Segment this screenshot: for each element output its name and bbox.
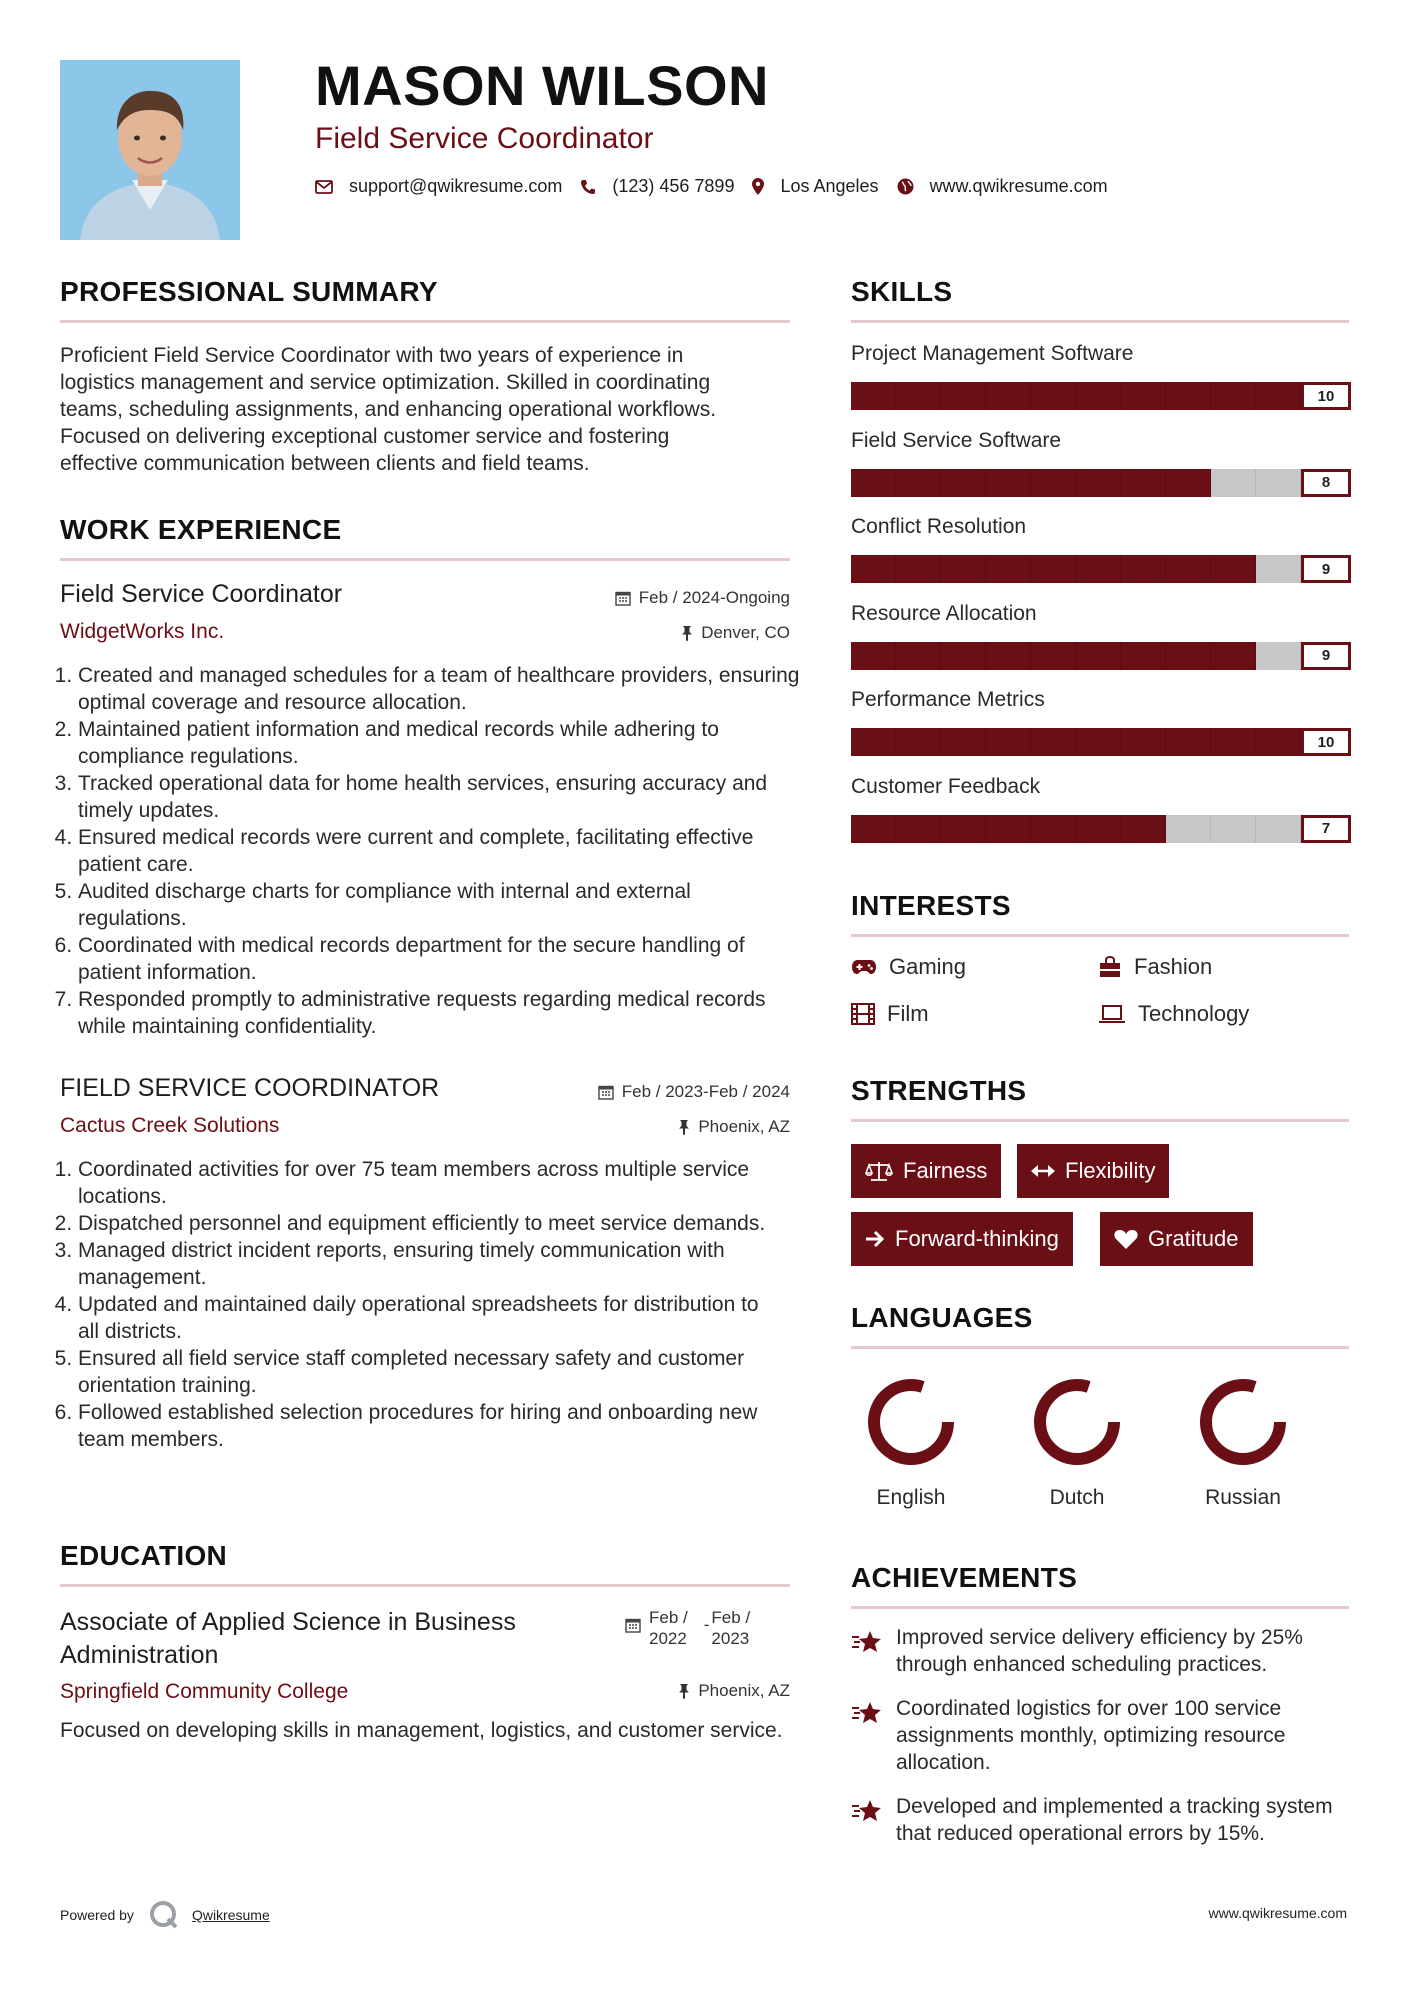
job-location (678, 1117, 790, 1137)
skill-segment (986, 555, 1031, 583)
skill-segment (896, 642, 941, 670)
skill-label: Customer Feedback (851, 774, 1041, 798)
calendar-icon (615, 590, 631, 606)
summary-line: Focused on delivering exceptional customer service and fostering (60, 425, 670, 448)
interests-heading: INTERESTS (851, 890, 1011, 921)
job-title: FIELD SERVICE COORDINATOR (60, 1074, 440, 1102)
footer-powered-by (60, 1899, 270, 1931)
skill-bar (851, 382, 1351, 410)
skill-segment (986, 815, 1031, 843)
pin-icon (681, 625, 693, 641)
language-name: English (876, 1486, 946, 1509)
duty-item: 3. Tracked operational data for home health services, ensuring accuracy and timely updates. (78, 770, 800, 824)
duty-item: 2. Maintained patient information and medical records while adhering to compliance regulations. (78, 716, 800, 770)
duty-item: 6. Coordinated with medical records department for the secure handling of patient information. (78, 932, 800, 986)
date-part: 2023 (711, 1629, 750, 1648)
skill-segment (941, 728, 986, 756)
skill-level: 8 (1301, 469, 1351, 497)
job-date-text: Feb / 2024-Ongoing (638, 588, 790, 607)
skill-segment (851, 382, 896, 410)
summary-line: Proficient Field Service Coordinator with two years of experience in (60, 344, 684, 367)
skill-bar (851, 469, 1351, 497)
skill-segment (896, 815, 941, 843)
interest-label: Film (887, 1001, 929, 1026)
skill-segment (1166, 642, 1211, 670)
company-name: Cactus Creek Solutions (60, 1114, 280, 1137)
summary-line: logistics management and service optimization. Skilled in coordinating (60, 371, 711, 394)
education-date (625, 1607, 750, 1649)
arrow-right-icon (865, 1230, 885, 1248)
skill-bar (851, 642, 1351, 670)
skill-label: Performance Metrics (851, 688, 1045, 711)
skill-segment (1166, 815, 1211, 843)
language-item (851, 1372, 971, 1510)
duty-item: 4. Ensured medical records were current and complete, facilitating effective patient care. (78, 824, 800, 878)
skill-segment (851, 555, 896, 583)
skill-segment (941, 382, 986, 410)
duty-item: 4. Updated and maintained daily operational spreadsheets for distribution to all districts. (78, 1291, 780, 1345)
qwikresume-logo-icon (148, 1899, 180, 1931)
contact-email[interactable] (315, 176, 562, 197)
job-duties (60, 662, 800, 1040)
skill-segment (1211, 469, 1256, 497)
skill-segment (941, 642, 986, 670)
language-name: Dutch (1049, 1486, 1105, 1509)
achievements-heading: ACHIEVEMENTS (851, 1562, 1078, 1593)
candidate-title: Field Service Coordinator (315, 122, 654, 155)
language-name: Russian (1205, 1486, 1281, 1509)
website-text: www.qwikresume.com (929, 176, 1108, 196)
trophy-star-icon (851, 1798, 883, 1829)
skill-segment (1211, 642, 1256, 670)
laptop-icon (1098, 1004, 1126, 1024)
skill-segment (896, 555, 941, 583)
degree-line: Associate of Applied Science in Business (60, 1608, 516, 1636)
achievement-item: Coordinated logistics for over 100 service assignments monthly, optimizing resource allocation. (896, 1697, 1286, 1774)
job-date (598, 1082, 790, 1102)
interest-film (851, 1001, 929, 1027)
skill-segment (986, 642, 1031, 670)
calendar-icon (625, 1617, 641, 1633)
skill-segment (851, 642, 896, 670)
summary-text (60, 342, 800, 477)
achievement-item: Developed and implemented a tracking system that reduced operational errors by 15%. (896, 1795, 1333, 1845)
skill-level: 7 (1301, 815, 1351, 843)
experience-heading: WORK EXPERIENCE (60, 514, 342, 545)
skill-segment (1211, 815, 1256, 843)
duty-item: 6. Followed established selection procedures for hiring and onboarding new team members. (78, 1399, 780, 1453)
skill-segment (1211, 555, 1256, 583)
location-text: Los Angeles (780, 176, 879, 196)
skill-label: Project Management Software (851, 342, 1134, 365)
skill-segment (1031, 642, 1076, 670)
skill-segment (1076, 555, 1121, 583)
skill-segment (1256, 815, 1301, 843)
job-duties (60, 1156, 780, 1453)
skill-level: 10 (1301, 728, 1351, 756)
skills-rule (851, 320, 1349, 323)
heart-icon (1114, 1229, 1138, 1249)
skill-segment (1031, 382, 1076, 410)
degree-title (60, 1606, 620, 1672)
job-date-text: Feb / 2023-Feb / 2024 (621, 1082, 790, 1101)
duty-item: 5. Ensured all field service staff completed necessary safety and customer orientation training. (78, 1345, 780, 1399)
film-icon (851, 1003, 875, 1025)
interest-label: Gaming (889, 954, 967, 979)
phone-icon (580, 179, 596, 195)
skill-segment (1121, 382, 1166, 410)
contact-location (752, 176, 878, 197)
job-title: Field Service Coordinator (60, 580, 343, 608)
languages-rule (851, 1346, 1349, 1349)
strength-chip (851, 1144, 1001, 1198)
language-item (1183, 1372, 1303, 1510)
education-date-end (711, 1607, 750, 1649)
skill-segment (941, 555, 986, 583)
date-part: 2022 (649, 1629, 687, 1648)
brand-link[interactable]: Qwikresume (191, 1907, 270, 1923)
duty-item: 1. Coordinated activities for over 75 team members across multiple service locations. (78, 1156, 780, 1210)
date-dash: - (703, 1615, 710, 1634)
skill-segment (896, 469, 941, 497)
trophy-star-icon (851, 1629, 883, 1660)
skill-segment (1121, 469, 1166, 497)
skill-segment (1256, 382, 1301, 410)
skill-label: Resource Allocation (851, 601, 1037, 625)
skill-segment (986, 469, 1031, 497)
languages-heading: LANGUAGES (851, 1302, 1033, 1333)
skill-segment (986, 382, 1031, 410)
skill-segment (1031, 728, 1076, 756)
education-description: Focused on developing skills in management, logistics, and customer service. (60, 1719, 783, 1742)
duty-item: 1. Created and managed schedules for a team of healthcare providers, ensuring optimal coverage and resource allocation. (78, 662, 800, 716)
gamepad-icon (851, 959, 877, 975)
strength-chip (851, 1212, 1073, 1266)
job-location (681, 623, 790, 643)
skills-heading: SKILLS (851, 276, 953, 307)
skill-segment (1121, 555, 1166, 583)
skill-segment (1031, 555, 1076, 583)
skill-segment (851, 469, 896, 497)
skill-segment (1256, 728, 1301, 756)
pin-icon (678, 1683, 690, 1699)
balance-scale-icon (865, 1160, 893, 1182)
skill-segment (1031, 469, 1076, 497)
email-text: support@qwikresume.com (349, 176, 563, 196)
duty-item: 2. Dispatched personnel and equipment efficiently to meet service demands. (78, 1210, 780, 1237)
interest-fashion (1098, 954, 1212, 980)
powered-by-text: Powered by (60, 1907, 134, 1923)
language-gauge (861, 1372, 961, 1472)
contact-phone[interactable] (580, 176, 734, 197)
skill-segment (1166, 382, 1211, 410)
language-gauge (1027, 1372, 1127, 1472)
school-name: Springfield Community College (60, 1680, 349, 1703)
arrows-horizontal-icon (1031, 1164, 1055, 1178)
skill-segment (1076, 728, 1121, 756)
skill-segment (1076, 382, 1121, 410)
skill-segment (1211, 728, 1256, 756)
strength-chip (1100, 1212, 1253, 1266)
footer-website[interactable]: www.qwikresume.com (1208, 1905, 1347, 1921)
summary-heading: PROFESSIONAL SUMMARY (60, 276, 438, 307)
skill-segment (851, 728, 896, 756)
skill-label: Conflict Resolution (851, 515, 1027, 538)
skill-segment (1121, 728, 1166, 756)
strengths-heading: STRENGTHS (851, 1075, 1027, 1106)
language-level-arc (1206, 1385, 1280, 1459)
skill-label: Field Service Software (851, 428, 1062, 452)
education-heading: EDUCATION (60, 1540, 228, 1571)
globe-icon (897, 178, 914, 195)
job-date (615, 588, 790, 608)
interest-label: Technology (1138, 1001, 1250, 1026)
contact-row (315, 176, 1126, 197)
job-location-text: Phoenix, AZ (698, 1117, 790, 1136)
interest-technology (1098, 1001, 1249, 1027)
skill-segment (1166, 555, 1211, 583)
skill-segment (1256, 642, 1301, 670)
skill-level: 9 (1301, 642, 1351, 670)
experience-rule (60, 558, 790, 561)
skill-segment (1121, 642, 1166, 670)
duty-item: 5. Audited discharge charts for compliance with internal and external regulations. (78, 878, 800, 932)
interest-label: Fashion (1134, 954, 1213, 979)
skill-segment (1211, 382, 1256, 410)
achievement-item: Improved service delivery efficiency by 25% through enhanced scheduling practices. (896, 1626, 1303, 1676)
skill-level: 9 (1301, 555, 1351, 583)
language-level-arc (1040, 1385, 1114, 1459)
education-rule (60, 1584, 790, 1587)
skill-segment (896, 728, 941, 756)
strength-chip (1017, 1144, 1169, 1198)
interest-gaming (851, 954, 966, 980)
skill-segment (941, 815, 986, 843)
skill-bar (851, 555, 1351, 583)
candidate-name: MASON WILSON (315, 54, 769, 117)
education-date-start (649, 1607, 688, 1649)
skill-segment (1166, 469, 1211, 497)
education-location (678, 1681, 790, 1701)
skill-segment (896, 382, 941, 410)
phone-text: (123) 456 7899 (612, 176, 735, 196)
skill-bar (851, 728, 1351, 756)
achievements-rule (851, 1606, 1349, 1609)
language-gauge (1193, 1372, 1293, 1472)
strength-label: Flexibility (1065, 1158, 1156, 1183)
skill-segment (1256, 555, 1301, 583)
summary-rule (60, 320, 790, 323)
trophy-star-icon (851, 1700, 883, 1731)
strength-label: Fairness (903, 1158, 988, 1183)
date-part: Feb / (649, 1608, 688, 1627)
skill-segment (941, 469, 986, 497)
job-location-text: Denver, CO (701, 623, 790, 642)
skill-bar (851, 815, 1351, 843)
degree-line: Administration (60, 1641, 219, 1669)
skill-segment (1256, 469, 1301, 497)
skill-segment (1076, 642, 1121, 670)
shopping-bag-icon (1098, 956, 1122, 978)
language-level-arc (874, 1385, 948, 1459)
skill-segment (1076, 815, 1121, 843)
skill-segment (1166, 728, 1211, 756)
profile-photo (60, 60, 240, 240)
strength-label: Forward-thinking (895, 1226, 1059, 1251)
summary-line: teams, scheduling assignments, and enhancing operational workflows. (60, 398, 717, 421)
duty-item: 7. Responded promptly to administrative requests regarding medical records while maintaining confidentiality. (78, 986, 800, 1040)
strength-label: Gratitude (1148, 1226, 1239, 1251)
calendar-icon (598, 1084, 614, 1100)
education-location-text: Phoenix, AZ (698, 1681, 790, 1700)
duty-item: 3. Managed district incident reports, ensuring timely communication with management. (78, 1237, 780, 1291)
summary-line: effective communication between clients and field teams. (60, 452, 590, 475)
skill-level: 10 (1301, 382, 1351, 410)
date-part: Feb / (711, 1608, 751, 1627)
email-icon (315, 180, 333, 194)
skill-segment (1121, 815, 1166, 843)
skill-segment (851, 815, 896, 843)
interests-rule (851, 934, 1349, 937)
pin-icon (678, 1119, 690, 1135)
strengths-rule (851, 1119, 1349, 1122)
skill-segment (1031, 815, 1076, 843)
skill-segment (986, 728, 1031, 756)
contact-website[interactable] (897, 176, 1108, 197)
map-pin-icon (752, 178, 764, 195)
company-name: WidgetWorks Inc. (60, 620, 225, 643)
skill-segment (1076, 469, 1121, 497)
language-item (1017, 1372, 1137, 1510)
